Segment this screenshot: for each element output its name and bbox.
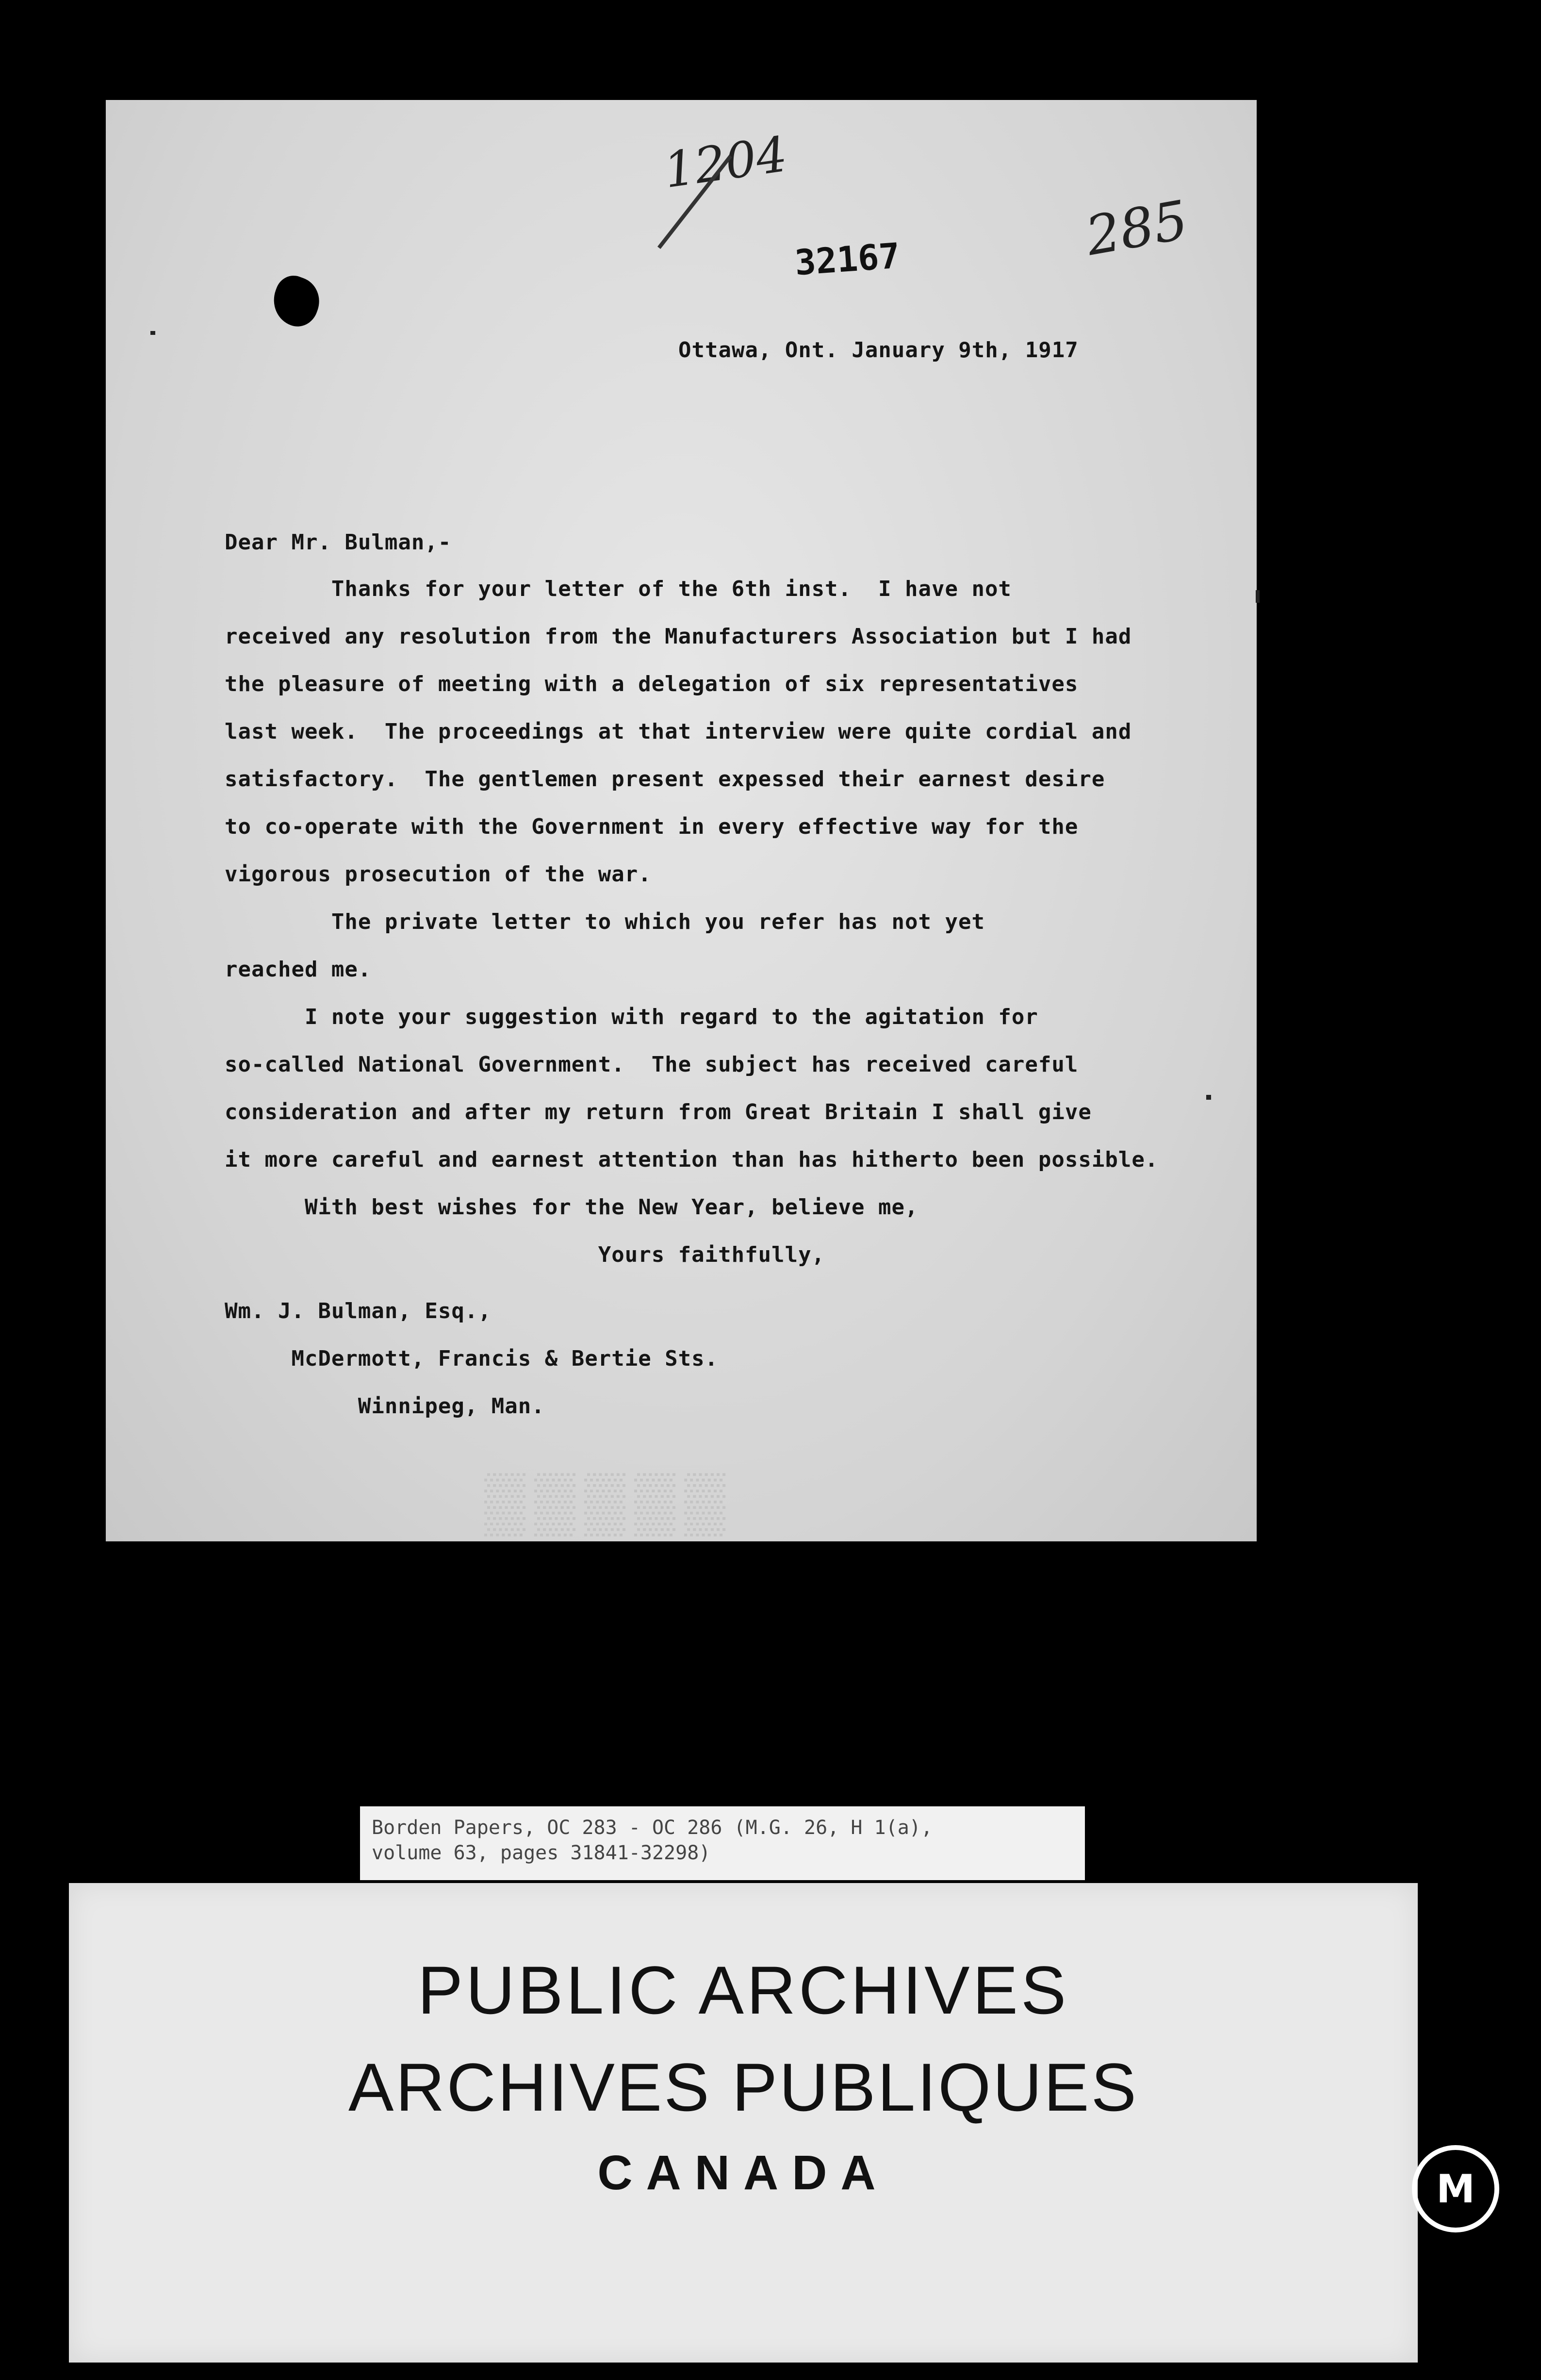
- archives-title-plate: [66, 1880, 1421, 2365]
- slip-line-1: Borden Papers, OC 283 - OC 286 (M.G. 26, H 1(a),: [372, 1817, 933, 1839]
- body-line: so-called National Government. The subject has received careful: [225, 1052, 1079, 1077]
- salutation: Dear Mr. Bulman,-: [225, 530, 452, 555]
- addressee-name: Wm. J. Bulman, Esq.,: [225, 1299, 492, 1323]
- body-line: to co-operate with the Government in every effective way for the: [225, 814, 1079, 839]
- body-line: the pleasure of meeting with a delegation of six representatives: [225, 672, 1079, 696]
- addressee-city: Winnipeg, Man.: [225, 1394, 545, 1419]
- slip-line-2: volume 63, pages 31841-32298): [372, 1842, 711, 1864]
- plate-title-english: PUBLIC ARCHIVES: [417, 1952, 1069, 2028]
- plate-title-french: ARCHIVES PUBLIQUES: [348, 2049, 1138, 2125]
- closing: Yours faithfully,: [225, 1242, 825, 1267]
- body-line: I note your suggestion with regard to the agitation for: [225, 1005, 1038, 1029]
- body-line: it more careful and earnest attention than has hitherto been possible.: [225, 1147, 1159, 1172]
- dateline: Ottawa, Ont. January 9th, 1917: [678, 338, 1079, 363]
- body-line: satisfactory. The gentlemen present expessed their earnest desire: [225, 767, 1105, 792]
- body-line: With best wishes for the New Year, believe me,: [225, 1195, 918, 1220]
- body-line: received any resolution from the Manufacturers Association but I had: [225, 624, 1132, 649]
- handwritten-page-number: 285: [1081, 188, 1193, 268]
- archive-reference-slip: [360, 1806, 1085, 1880]
- edge-mark: [1256, 590, 1260, 603]
- handwritten-folio-number: 1204: [660, 125, 791, 199]
- stamped-document-number: 32167: [793, 235, 902, 283]
- body-line: Thanks for your letter of the 6th inst. I have not: [225, 577, 1012, 601]
- punch-hole: [266, 271, 326, 332]
- body-line: last week. The proceedings at that interview were quite cordial and: [225, 719, 1132, 744]
- bleed-through-marks: ▒▒▒▒▒: [484, 1470, 735, 1534]
- microfilm-logo-icon: M: [1412, 2145, 1499, 2232]
- addressee-street: McDermott, Francis & Bertie Sts.: [225, 1346, 719, 1371]
- body-line: vigorous prosecution of the war.: [225, 862, 652, 887]
- body-line: consideration and after my return from Great Britain I shall give: [225, 1100, 1092, 1124]
- speck-mark: [1206, 1095, 1211, 1100]
- plate-country: CANADA: [597, 2146, 889, 2200]
- letter-page: [106, 100, 1257, 1541]
- body-line: The private letter to which you refer has not yet: [225, 909, 985, 934]
- body-line: reached me.: [225, 957, 372, 982]
